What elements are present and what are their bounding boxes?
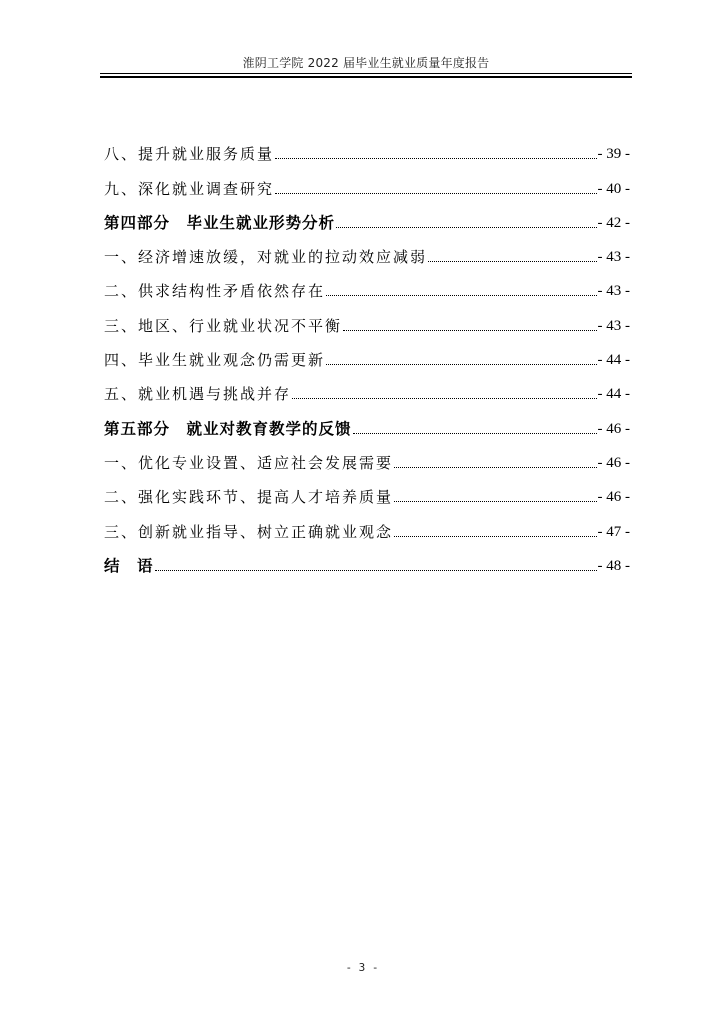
toc-entry[interactable] bbox=[104, 336, 630, 370]
toc-entry[interactable] bbox=[104, 473, 630, 507]
toc-entry[interactable] bbox=[104, 507, 630, 541]
toc-entry-page: - 43 - bbox=[597, 283, 630, 300]
toc-entry-title: 一、经济增速放缓，对就业的拉动效应减弱 bbox=[104, 248, 428, 267]
toc-leader-dots bbox=[326, 364, 596, 365]
page-number: - 3 - bbox=[345, 961, 379, 974]
toc-entry-page: - 39 - bbox=[597, 146, 630, 163]
toc-leader-dots bbox=[394, 467, 596, 468]
toc-leader-dots bbox=[326, 295, 596, 296]
header-rule-thick bbox=[100, 76, 632, 78]
toc-entry[interactable] bbox=[104, 267, 630, 301]
toc-entry[interactable] bbox=[104, 370, 630, 404]
toc-leader-dots bbox=[343, 330, 596, 331]
toc-entry-page: - 44 - bbox=[597, 352, 630, 369]
table-of-contents bbox=[104, 130, 630, 576]
toc-leader-dots bbox=[292, 398, 596, 399]
toc-entry-page: - 43 - bbox=[597, 317, 630, 334]
toc-leader-dots bbox=[394, 536, 596, 537]
toc-leader-dots bbox=[353, 433, 597, 434]
toc-entry-title: 三、地区、行业就业状况不平衡 bbox=[104, 316, 343, 335]
toc-entry-page: - 47 - bbox=[597, 523, 630, 540]
toc-entry-title: 第五部分 就业对教育教学的反馈 bbox=[104, 419, 352, 438]
toc-entry-page: - 46 - bbox=[597, 420, 630, 437]
toc-leader-dots bbox=[336, 227, 596, 228]
toc-part-entry[interactable] bbox=[104, 404, 630, 438]
toc-part-entry[interactable] bbox=[104, 199, 630, 233]
toc-leader-dots bbox=[275, 158, 596, 159]
toc-part-entry[interactable] bbox=[104, 542, 630, 576]
toc-entry-page: - 40 - bbox=[597, 180, 630, 197]
toc-leader-dots bbox=[275, 193, 596, 194]
toc-leader-dots bbox=[155, 570, 597, 571]
toc-entry[interactable] bbox=[104, 301, 630, 335]
toc-entry-title: 九、深化就业调查研究 bbox=[104, 179, 275, 198]
toc-leader-dots bbox=[394, 501, 596, 502]
toc-entry-page: - 48 - bbox=[597, 557, 630, 574]
toc-entry-title: 四、毕业生就业观念仍需更新 bbox=[104, 351, 326, 370]
toc-entry-page: - 46 - bbox=[597, 454, 630, 471]
toc-entry-title: 五、就业机遇与挑战并存 bbox=[104, 385, 292, 404]
toc-entry-title: 一、优化专业设置、适应社会发展需要 bbox=[104, 453, 394, 472]
toc-entry-page: - 46 - bbox=[597, 489, 630, 506]
toc-entry[interactable] bbox=[104, 233, 630, 267]
page-header: 淮阴工学院 2022 届毕业生就业质量年度报告 bbox=[242, 56, 490, 70]
toc-leader-dots bbox=[428, 261, 596, 262]
toc-entry-title: 三、创新就业指导、树立正确就业观念 bbox=[104, 522, 394, 541]
toc-entry[interactable] bbox=[104, 130, 630, 164]
toc-entry-page: - 44 - bbox=[597, 386, 630, 403]
toc-entry-title: 二、供求结构性矛盾依然存在 bbox=[104, 282, 326, 301]
toc-entry-page: - 42 - bbox=[597, 214, 630, 231]
toc-entry-title: 结 语 bbox=[104, 556, 154, 575]
toc-entry[interactable] bbox=[104, 439, 630, 473]
toc-entry-page: - 43 - bbox=[597, 249, 630, 266]
toc-entry[interactable] bbox=[104, 164, 630, 198]
header-rule-thin bbox=[100, 73, 632, 74]
toc-entry-title: 二、强化实践环节、提高人才培养质量 bbox=[104, 488, 394, 507]
toc-entry-title: 八、提升就业服务质量 bbox=[104, 145, 275, 164]
toc-entry-title: 第四部分 毕业生就业形势分析 bbox=[104, 213, 336, 232]
